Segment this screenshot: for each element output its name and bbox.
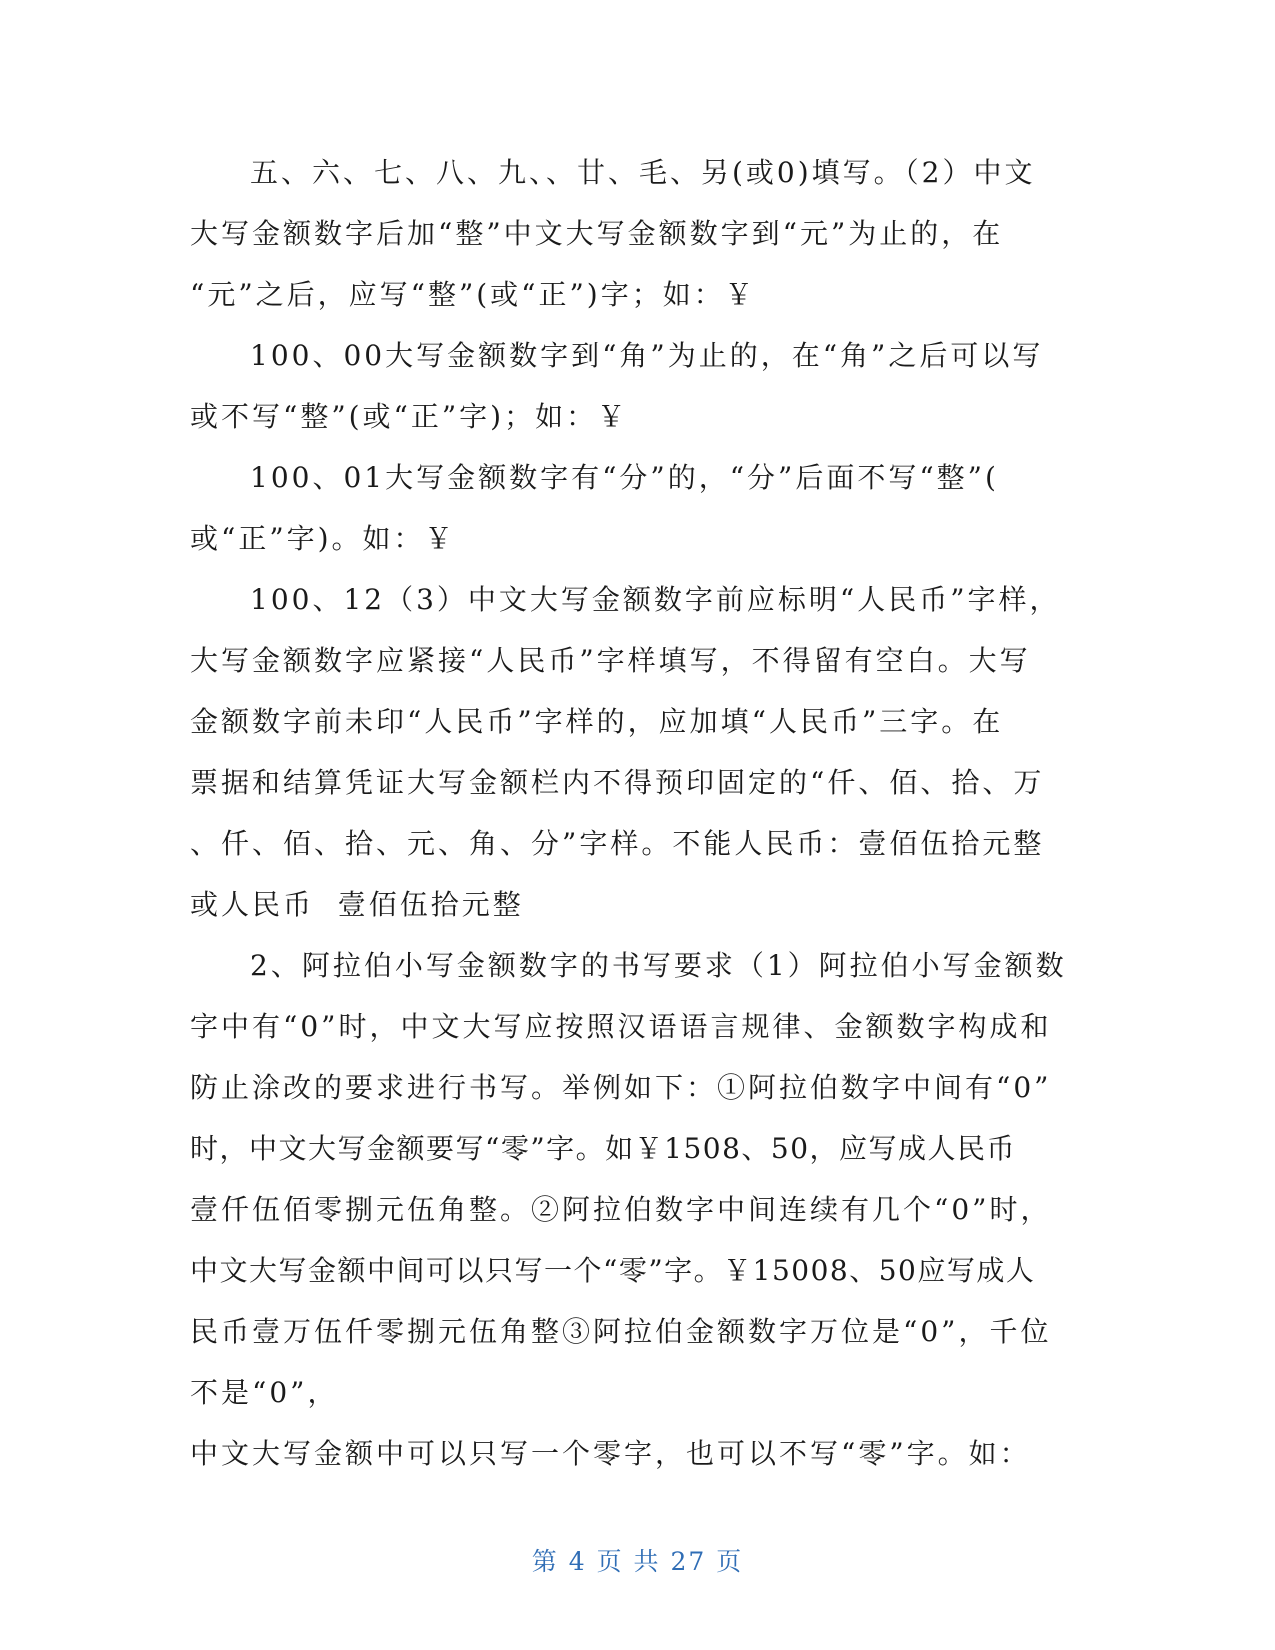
- text-line: 或“正”字)。如：￥: [190, 522, 456, 555]
- text-line: 或不写“整”(或“正”字)；如：￥: [190, 400, 629, 433]
- text-line: 、仟、佰、拾、元、角、分”字样。不能人民币：壹佰伍拾元整: [190, 827, 1045, 860]
- text-line: 大写金额数字应紧接“人民币”字样填写，不得留有空白。大写: [190, 644, 1031, 677]
- text-line: 100、00大写金额数字到“角”为止的，在“角”之后可以写: [250, 339, 1044, 372]
- text-line: 中文大写金额中可以只写一个零字，也可以不写“零”字。如：: [190, 1437, 1031, 1470]
- text-line: 票据和结算凭证大写金额栏内不得预印固定的“仟、佰、拾、万: [190, 766, 1045, 799]
- page-number-footer: 第 4 页 共 27 页: [531, 1547, 744, 1576]
- text-line: 五、六、七、八、九、、廿、毛、另(或0)填写。（2）中文: [250, 156, 1036, 189]
- text-line: 防止涂改的要求进行书写。举例如下：①阿拉伯数字中间有“0”: [190, 1071, 1052, 1104]
- text-line: 2、阿拉伯小写金额数字的书写要求（1）阿拉伯小写金额数: [250, 949, 1067, 982]
- body-text: [190, 148, 1080, 1490]
- text-line: 不是“0”，: [190, 1376, 339, 1409]
- text-line: 字中有“0”时，中文大写应按照汉语语言规律、金额数字构成和: [190, 1010, 1052, 1043]
- text-line: 100、12（3）中文大写金额数字前应标明“人民币”字样，: [250, 583, 1061, 616]
- text-line: 民币壹万伍仟零捌元伍角整③阿拉伯金额数字万位是“0”，千位: [190, 1315, 1052, 1348]
- text-line: 大写金额数字后加“整”中文大写金额数字到“元”为止的，在: [190, 217, 1004, 250]
- text-line: 100、01大写金额数字有“分”的，“分”后面不写“整”(: [250, 461, 999, 494]
- text-line: 中文大写金额中间可以只写一个“零”字。￥15008、50应写成人: [190, 1254, 1036, 1287]
- text-line: 或人民币 壹佰伍拾元整: [190, 888, 524, 921]
- text-line: 壹仟伍佰零捌元伍角整。②阿拉伯数字中间连续有几个“0”时，: [190, 1193, 1052, 1226]
- text-line: “元”之后，应写“整”(或“正”)字；如：￥: [190, 278, 756, 311]
- text-line: 时，中文大写金额要写“零”字。如￥1508、50，应写成人民币: [190, 1132, 1017, 1165]
- text-line: 金额数字前未印“人民币”字样的，应加填“人民币”三字。在: [190, 705, 1004, 738]
